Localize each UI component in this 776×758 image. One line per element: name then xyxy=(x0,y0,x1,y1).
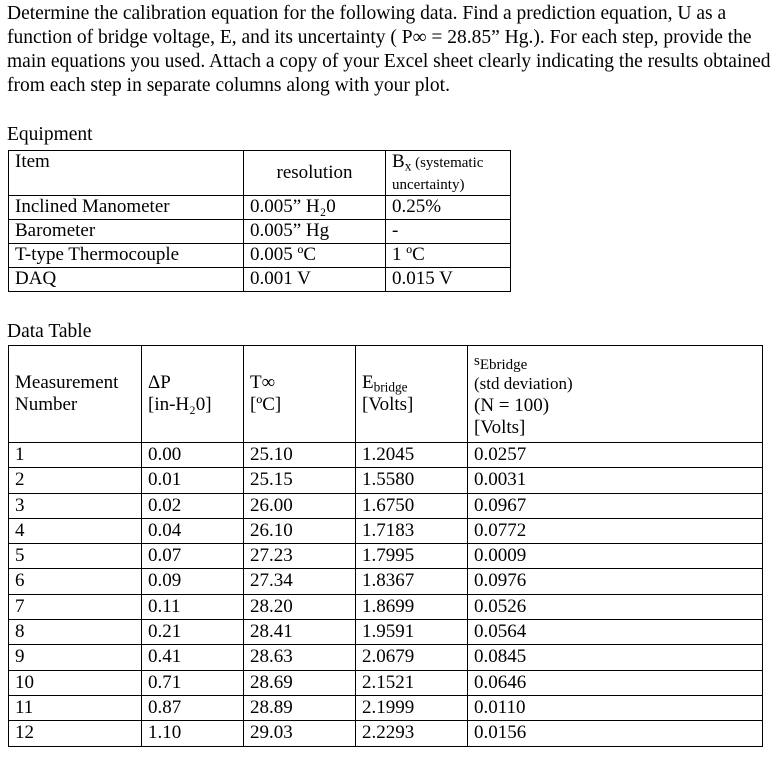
header-bx xyxy=(386,151,511,196)
header-resolution: resolution xyxy=(244,151,386,196)
cell-item: Barometer xyxy=(9,220,244,244)
equipment-row xyxy=(9,196,511,220)
table-row xyxy=(9,569,763,594)
table-row xyxy=(9,544,763,569)
table-row xyxy=(9,670,763,695)
cell-delta-p: 0.07 xyxy=(142,544,244,569)
cell-delta-p: 1.10 xyxy=(142,721,244,746)
equipment-header-row xyxy=(9,151,511,196)
cell-ebridge: 2.2293 xyxy=(356,721,468,746)
equipment-row xyxy=(9,244,511,268)
cell-temperature: 28.20 xyxy=(244,594,356,619)
bx-subscript: x xyxy=(404,158,412,174)
cell-temperature: 27.23 xyxy=(244,544,356,569)
cell-ebridge: 1.9591 xyxy=(356,620,468,645)
cell-bx: 1 ºC xyxy=(386,244,511,268)
cell-resolution: 0.001 V xyxy=(244,268,386,292)
header-subscript: bridge xyxy=(373,379,408,395)
cell-delta-p: 0.09 xyxy=(142,569,244,594)
cell-temperature: 25.15 xyxy=(244,468,356,493)
cell-measurement: 10 xyxy=(9,670,142,695)
cell-ebridge: 1.8367 xyxy=(356,569,468,594)
data-table-heading: Data Table xyxy=(7,321,92,342)
cell-std-dev: 0.0156 xyxy=(468,721,763,746)
header-text: [Volts] xyxy=(362,394,414,415)
table-row xyxy=(9,721,763,746)
cell-item: Inclined Manometer xyxy=(9,196,244,220)
cell-std-dev: 0.0646 xyxy=(468,670,763,695)
cell-delta-p: 0.02 xyxy=(142,493,244,518)
cell-std-dev: 0.0526 xyxy=(468,594,763,619)
header-text: (N = 100) xyxy=(474,395,550,417)
header-text: E xyxy=(362,372,374,393)
cell-delta-p: 0.41 xyxy=(142,645,244,670)
equipment-table xyxy=(8,150,511,292)
cell-resolution: 0.005” Hg xyxy=(244,220,386,244)
cell-measurement: 2 xyxy=(9,468,142,493)
cell-resolution: 0.005 ºC xyxy=(244,244,386,268)
header-item: Item xyxy=(9,151,244,196)
bx-description: (systematic uncertainty) xyxy=(392,155,484,193)
cell-std-dev: 0.0845 xyxy=(468,645,763,670)
header-measurement xyxy=(9,346,142,443)
bx-symbol: B xyxy=(392,151,405,172)
cell-delta-p: 0.21 xyxy=(142,620,244,645)
cell-delta-p: 0.00 xyxy=(142,443,244,468)
header-std-dev xyxy=(468,346,763,443)
cell-ebridge: 2.1999 xyxy=(356,695,468,720)
equipment-heading: Equipment xyxy=(7,124,93,145)
cell-delta-p: 0.71 xyxy=(142,670,244,695)
cell-delta-p: 0.04 xyxy=(142,518,244,543)
cell-item: T-type Thermocouple xyxy=(9,244,244,268)
cell-temperature: 28.69 xyxy=(244,670,356,695)
table-row xyxy=(9,443,763,468)
cell-std-dev: 0.0564 xyxy=(468,620,763,645)
header-text: s xyxy=(474,352,480,369)
equipment-row xyxy=(9,268,511,292)
header-text: [Volts] xyxy=(474,417,526,439)
cell-bx: 0.015 V xyxy=(386,268,511,292)
cell-std-dev: 0.0110 xyxy=(468,695,763,720)
header-delta-p xyxy=(142,346,244,443)
cell-ebridge: 2.0679 xyxy=(356,645,468,670)
cell-ebridge: 1.8699 xyxy=(356,594,468,619)
cell-temperature: 29.03 xyxy=(244,721,356,746)
cell-measurement: 9 xyxy=(9,645,142,670)
cell-temperature: 25.10 xyxy=(244,443,356,468)
cell-bx: 0.25% xyxy=(386,196,511,220)
cell-temperature: 26.00 xyxy=(244,493,356,518)
table-row xyxy=(9,594,763,619)
equipment-row xyxy=(9,220,511,244)
cell-measurement: 8 xyxy=(9,620,142,645)
data-table xyxy=(8,345,763,747)
header-text: Number xyxy=(15,394,78,415)
cell-ebridge: 1.5580 xyxy=(356,468,468,493)
cell-temperature: 28.89 xyxy=(244,695,356,720)
cell-std-dev: 0.0967 xyxy=(468,493,763,518)
table-row xyxy=(9,695,763,720)
header-text: T∞ xyxy=(250,372,276,393)
cell-delta-p: 0.01 xyxy=(142,468,244,493)
table-row xyxy=(9,518,763,543)
instructions-paragraph: Determine the calibration equation for the following data. Find a prediction equation, U as a function of bridge voltage, E, and its uncertainty ( P∞ = 28.85” Hg.). For each step, provide the main equations you used. Attach a copy of your Excel sheet clearly indicating the results obtained from each step in separate columns along with your plot. xyxy=(7,3,771,96)
cell-ebridge: 1.7183 xyxy=(356,518,468,543)
cell-temperature: 28.41 xyxy=(244,620,356,645)
table-row xyxy=(9,493,763,518)
cell-measurement: 3 xyxy=(9,493,142,518)
cell-std-dev: 0.0031 xyxy=(468,468,763,493)
cell-temperature: 27.34 xyxy=(244,569,356,594)
cell-ebridge: 1.2045 xyxy=(356,443,468,468)
cell-std-dev: 0.0009 xyxy=(468,544,763,569)
cell-measurement: 11 xyxy=(9,695,142,720)
cell-ebridge: 1.7995 xyxy=(356,544,468,569)
cell-measurement: 1 xyxy=(9,443,142,468)
cell-std-dev: 0.0257 xyxy=(468,443,763,468)
cell-std-dev: 0.0772 xyxy=(468,518,763,543)
header-temperature xyxy=(244,346,356,443)
cell-measurement: 5 xyxy=(9,544,142,569)
table-row xyxy=(9,468,763,493)
cell-measurement: 12 xyxy=(9,721,142,746)
cell-measurement: 4 xyxy=(9,518,142,543)
header-text: (std deviation) xyxy=(474,374,573,394)
cell-measurement: 7 xyxy=(9,594,142,619)
header-ebridge xyxy=(356,346,468,443)
cell-std-dev: 0.0976 xyxy=(468,569,763,594)
header-text: [ºC] xyxy=(250,394,282,415)
cell-item: DAQ xyxy=(9,268,244,292)
cell-ebridge: 2.1521 xyxy=(356,670,468,695)
table-row xyxy=(9,620,763,645)
header-text: [in-H₂0] xyxy=(148,394,212,415)
cell-resolution: 0.005” H₂0 xyxy=(244,196,386,220)
data-header-row xyxy=(9,346,763,443)
cell-temperature: 26.10 xyxy=(244,518,356,543)
cell-ebridge: 1.6750 xyxy=(356,493,468,518)
cell-temperature: 28.63 xyxy=(244,645,356,670)
cell-delta-p: 0.87 xyxy=(142,695,244,720)
cell-delta-p: 0.11 xyxy=(142,594,244,619)
header-text: Measurement xyxy=(15,372,119,393)
header-subscript: Ebridge xyxy=(479,356,528,373)
cell-measurement: 6 xyxy=(9,569,142,594)
header-text: ΔP xyxy=(148,372,171,393)
table-row xyxy=(9,645,763,670)
cell-bx: - xyxy=(386,220,511,244)
